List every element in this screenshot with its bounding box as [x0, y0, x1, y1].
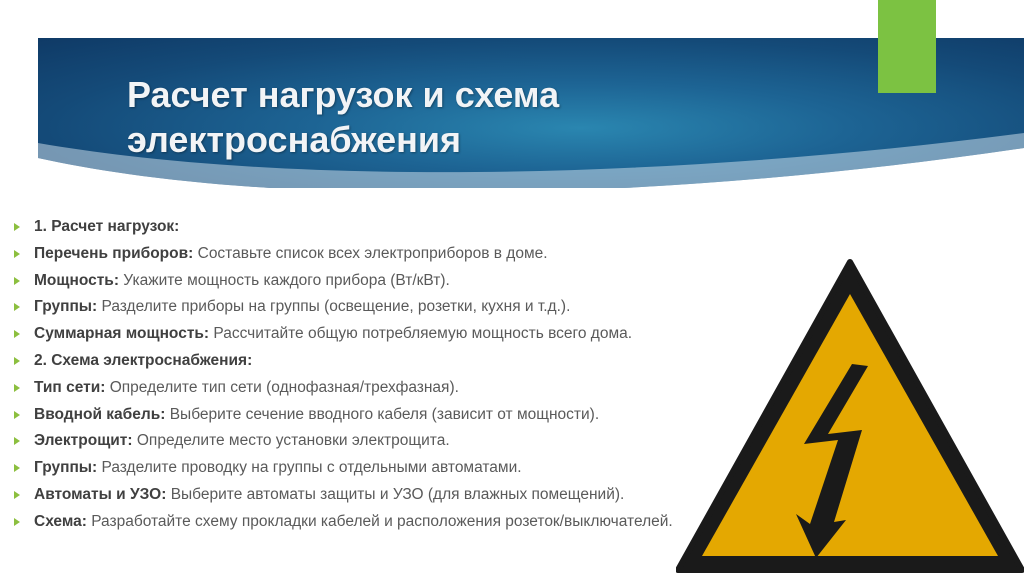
slide-title: [127, 72, 747, 162]
item-label: Суммарная мощность:: [34, 325, 210, 343]
item-text: Выберите сечение вводного кабеля (зависит от мощности).: [165, 405, 600, 423]
item-label: 2. Схема электроснабжения:: [34, 351, 253, 369]
triangle-bullet-icon: [14, 491, 20, 499]
triangle-bullet-icon: [14, 303, 20, 311]
item-text: Составьте список всех электроприборов в доме.: [193, 244, 548, 262]
item-text: Рассчитайте общую потребляемую мощность всего дома.: [209, 325, 633, 343]
triangle-bullet-icon: [14, 437, 20, 445]
triangle-bullet-icon: [14, 464, 20, 472]
item-text: Выберите автоматы защиты и УЗО (для влажных помещений).: [166, 485, 625, 503]
item-text: Укажите мощность каждого прибора (Вт/кВт).: [119, 271, 450, 289]
triangle-bullet-icon: [14, 384, 20, 392]
item-text: Определите место установки электрощита.: [132, 432, 450, 450]
triangle-bullet-icon: [14, 518, 20, 526]
item-label: Мощность:: [34, 271, 119, 289]
item-label: Тип сети:: [34, 378, 106, 396]
item-label: Перечень приборов:: [34, 244, 194, 262]
item-label: 1. Расчет нагрузок:: [34, 218, 180, 235]
triangle-bullet-icon: [14, 223, 20, 231]
slide-title-line-2: электроснабжения: [127, 119, 462, 160]
green-accent-block: [878, 0, 936, 93]
slide-title-line-1: Расчет нагрузок и схема: [127, 74, 560, 115]
triangle-bullet-icon: [14, 330, 20, 338]
item-label: Группы:: [34, 298, 98, 316]
item-text: Разделите приборы на группы (освещение, розетки, кухня и т.д.).: [97, 298, 571, 316]
item-text: Разработайте схему прокладки кабелей и расположения розеток/выключателей.: [86, 512, 673, 530]
item-text: Определите тип сети (однофазная/трехфазная).: [105, 378, 459, 396]
item-label: Автоматы и УЗО:: [34, 485, 167, 503]
item-label: Группы:: [34, 459, 98, 477]
triangle-bullet-icon: [14, 277, 20, 285]
high-voltage-warning-icon: [676, 258, 1024, 574]
item-text: Разделите проводку на группы с отдельными автоматами.: [97, 459, 522, 477]
item-label: Вводной кабель:: [34, 405, 166, 423]
triangle-bullet-icon: [14, 250, 20, 258]
item-label: Электрощит:: [34, 432, 133, 450]
item-label: Схема:: [34, 512, 87, 530]
triangle-bullet-icon: [14, 357, 20, 365]
triangle-bullet-icon: [14, 411, 20, 419]
list-item: [14, 214, 894, 241]
